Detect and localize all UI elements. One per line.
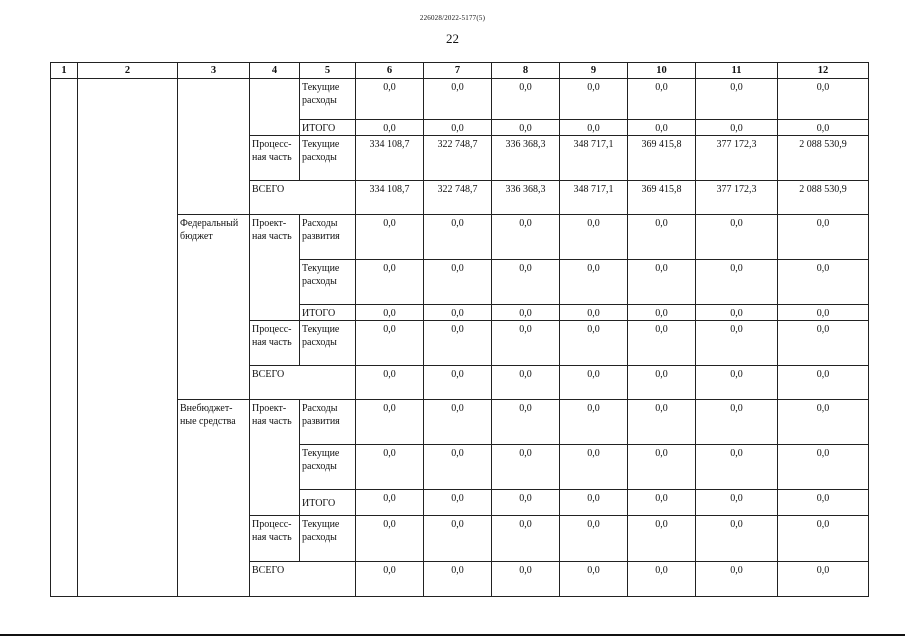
value-cell: 0,0 [696, 79, 778, 120]
value-cell: 0,0 [560, 366, 628, 400]
value-cell: 0,0 [424, 444, 492, 489]
part-label: Процесс-ная часть [250, 136, 300, 181]
value-cell: 0,0 [424, 214, 492, 259]
value-cell: 0,0 [356, 119, 424, 135]
value-cell: 0,0 [778, 304, 869, 320]
value-cell: 0,0 [424, 489, 492, 516]
value-cell: 0,0 [492, 321, 560, 366]
part-label: Проект-ная часть [250, 399, 300, 515]
value-cell: 0,0 [356, 516, 424, 562]
source-label-federal: Федеральный бюджет [178, 214, 250, 399]
value-cell: 336 368,3 [492, 181, 560, 215]
vsego-label: ВСЕГО [250, 366, 356, 400]
column-header: 11 [696, 63, 778, 79]
value-cell: 0,0 [560, 304, 628, 320]
value-cell: 322 748,7 [424, 181, 492, 215]
value-cell: 0,0 [696, 516, 778, 562]
value-cell: 0,0 [492, 444, 560, 489]
value-cell: 0,0 [560, 214, 628, 259]
expense-type-label: Текущие расходы [300, 516, 356, 562]
value-cell: 2 088 530,9 [778, 136, 869, 181]
value-cell: 0,0 [696, 321, 778, 366]
column-header: 2 [78, 63, 178, 79]
value-cell: 0,0 [560, 399, 628, 444]
value-cell: 0,0 [778, 489, 869, 516]
value-cell: 0,0 [628, 119, 696, 135]
header-row [51, 63, 869, 79]
value-cell: 0,0 [560, 79, 628, 120]
itogo-label: ИТОГО [300, 489, 356, 516]
value-cell: 0,0 [628, 259, 696, 304]
expense-type-label: Текущие расходы [300, 444, 356, 489]
column-header: 8 [492, 63, 560, 79]
value-cell: 0,0 [356, 259, 424, 304]
value-cell: 0,0 [560, 562, 628, 597]
column-header: 10 [628, 63, 696, 79]
value-cell: 0,0 [560, 259, 628, 304]
part-label: Проект-ная часть [250, 214, 300, 320]
value-cell: 0,0 [696, 259, 778, 304]
value-cell: 0,0 [356, 399, 424, 444]
value-cell: 0,0 [424, 399, 492, 444]
value-cell: 0,0 [778, 399, 869, 444]
value-cell: 0,0 [424, 119, 492, 135]
value-cell: 0,0 [356, 321, 424, 366]
value-cell: 0,0 [628, 79, 696, 120]
value-cell: 0,0 [778, 119, 869, 135]
part-label: Процесс-ная часть [250, 516, 300, 562]
value-cell: 0,0 [424, 366, 492, 400]
value-cell: 0,0 [424, 562, 492, 597]
value-cell: 369 415,8 [628, 136, 696, 181]
vsego-label: ВСЕГО [250, 181, 356, 215]
value-cell: 0,0 [356, 444, 424, 489]
value-cell: 0,0 [424, 259, 492, 304]
itogo-label: ИТОГО [300, 304, 356, 320]
value-cell: 0,0 [778, 259, 869, 304]
value-cell: 0,0 [424, 79, 492, 120]
value-cell: 0,0 [492, 562, 560, 597]
part-cell-continued [250, 79, 300, 136]
column-header: 4 [250, 63, 300, 79]
value-cell: 0,0 [778, 562, 869, 597]
cell-col2 [78, 79, 178, 597]
column-header: 3 [178, 63, 250, 79]
column-header: 1 [51, 63, 78, 79]
value-cell: 0,0 [778, 214, 869, 259]
itogo-label: ИТОГО [300, 119, 356, 135]
page-number: 22 [446, 31, 459, 46]
value-cell: 369 415,8 [628, 181, 696, 215]
expense-type-label: Текущие расходы [300, 136, 356, 181]
value-cell: 0,0 [778, 79, 869, 120]
value-cell: 0,0 [492, 304, 560, 320]
column-header: 7 [424, 63, 492, 79]
value-cell: 0,0 [696, 119, 778, 135]
page-bottom-edge [0, 634, 905, 636]
value-cell: 348 717,1 [560, 136, 628, 181]
value-cell: 0,0 [696, 304, 778, 320]
value-cell: 0,0 [492, 489, 560, 516]
value-cell: 0,0 [778, 366, 869, 400]
column-header: 5 [300, 63, 356, 79]
value-cell: 0,0 [628, 214, 696, 259]
value-cell: 0,0 [560, 321, 628, 366]
table-row [51, 79, 869, 120]
value-cell: 0,0 [696, 562, 778, 597]
value-cell: 0,0 [628, 399, 696, 444]
value-cell: 0,0 [492, 259, 560, 304]
value-cell: 377 172,3 [696, 136, 778, 181]
value-cell: 0,0 [356, 79, 424, 120]
value-cell: 0,0 [424, 516, 492, 562]
value-cell: 0,0 [492, 214, 560, 259]
part-label: Процесс-ная часть [250, 321, 300, 366]
value-cell: 0,0 [628, 321, 696, 366]
value-cell: 0,0 [424, 304, 492, 320]
value-cell: 0,0 [628, 366, 696, 400]
value-cell: 0,0 [778, 321, 869, 366]
value-cell: 0,0 [628, 489, 696, 516]
value-cell: 0,0 [492, 119, 560, 135]
value-cell: 0,0 [356, 366, 424, 400]
value-cell: 334 108,7 [356, 181, 424, 215]
value-cell: 0,0 [628, 516, 696, 562]
value-cell: 0,0 [560, 489, 628, 516]
value-cell: 0,0 [778, 444, 869, 489]
expense-type-label: Текущие расходы [300, 259, 356, 304]
value-cell: 0,0 [560, 444, 628, 489]
value-cell: 0,0 [492, 366, 560, 400]
source-cell-continued [178, 79, 250, 215]
value-cell: 0,0 [356, 562, 424, 597]
expense-type-label: Расходы развития [300, 399, 356, 444]
column-header: 12 [778, 63, 869, 79]
value-cell: 0,0 [492, 79, 560, 120]
value-cell: 334 108,7 [356, 136, 424, 181]
value-cell: 0,0 [696, 366, 778, 400]
column-header: 6 [356, 63, 424, 79]
value-cell: 0,0 [778, 516, 869, 562]
expense-type-label: Расходы развития [300, 214, 356, 259]
value-cell: 0,0 [356, 304, 424, 320]
value-cell: 0,0 [628, 304, 696, 320]
value-cell: 377 172,3 [696, 181, 778, 215]
document-id: 226028/2022-5177(5) [419, 14, 486, 22]
value-cell: 0,0 [696, 214, 778, 259]
value-cell: 0,0 [628, 444, 696, 489]
value-cell: 0,0 [696, 444, 778, 489]
value-cell: 348 717,1 [560, 181, 628, 215]
value-cell: 0,0 [492, 516, 560, 562]
value-cell: 322 748,7 [424, 136, 492, 181]
value-cell: 2 088 530,9 [778, 181, 869, 215]
value-cell: 0,0 [628, 562, 696, 597]
value-cell: 0,0 [492, 399, 560, 444]
column-header: 9 [560, 63, 628, 79]
budget-table [50, 62, 869, 597]
value-cell: 0,0 [696, 399, 778, 444]
vsego-label: ВСЕГО [250, 562, 356, 597]
value-cell: 0,0 [696, 489, 778, 516]
value-cell: 336 368,3 [492, 136, 560, 181]
value-cell: 0,0 [356, 214, 424, 259]
cell-col1 [51, 79, 78, 597]
value-cell: 0,0 [424, 321, 492, 366]
value-cell: 0,0 [356, 489, 424, 516]
expense-type-label: Текущие расходы [300, 79, 356, 120]
value-cell: 0,0 [560, 119, 628, 135]
expense-type-label: Текущие расходы [300, 321, 356, 366]
source-label-extrabudget: Внебюджет-ные средства [178, 399, 250, 596]
value-cell: 0,0 [560, 516, 628, 562]
